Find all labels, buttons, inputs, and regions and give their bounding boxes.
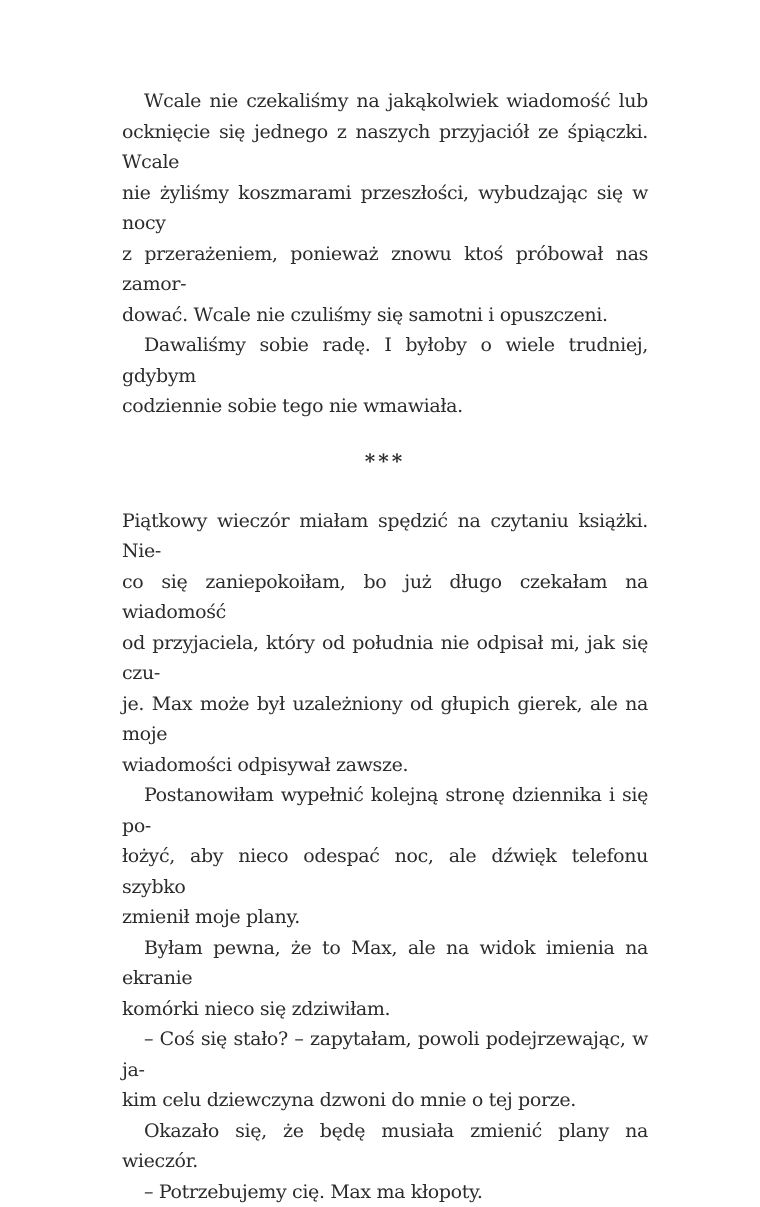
text-line: dować. Wcale nie czuliśmy się samotni i opuszczeni. bbox=[122, 300, 648, 331]
section-separator: *** bbox=[122, 446, 648, 476]
text-line: od przyjaciela, który od południa nie odpisał mi, jak się czu- bbox=[122, 628, 648, 689]
text-line: łożyć, aby nieco odespać noc, ale dźwięk telefonu szybko bbox=[122, 841, 648, 902]
paragraph-2 bbox=[122, 330, 648, 422]
text-line: komórki nieco się zdziwiłam. bbox=[122, 994, 648, 1025]
paragraph-3 bbox=[122, 506, 648, 781]
book-page bbox=[122, 86, 648, 1207]
text-line: – Potrzebujemy cię. Max ma kłopoty. bbox=[122, 1177, 648, 1207]
text-line: Dawaliśmy sobie radę. I byłoby o wiele trudniej, gdybym bbox=[122, 330, 648, 391]
text-line: co się zaniepokoiłam, bo już długo czekałam na wiadomość bbox=[122, 567, 648, 628]
text-line: Wcale nie czekaliśmy na jakąkolwiek wiadomość lub bbox=[122, 86, 648, 117]
text-line: Piątkowy wieczór miałam spędzić na czytaniu książki. Nie- bbox=[122, 506, 648, 567]
text-line: ocknięcie się jednego z naszych przyjaciół ze śpiączki. Wcale bbox=[122, 117, 648, 178]
paragraph-4 bbox=[122, 780, 648, 933]
text-line: kim celu dziewczyna dzwoni do mnie o tej porze. bbox=[122, 1085, 648, 1116]
text-line: nie żyliśmy koszmarami przeszłości, wybudzając się w nocy bbox=[122, 178, 648, 239]
text-line: wiadomości odpisywał zawsze. bbox=[122, 750, 648, 781]
text-line: je. Max może był uzależniony od głupich gierek, ale na moje bbox=[122, 689, 648, 750]
text-line: Byłam pewna, że to Max, ale na widok imienia na ekranie bbox=[122, 933, 648, 994]
text-line: Okazało się, że będę musiała zmienić plany na wieczór. bbox=[122, 1116, 648, 1177]
paragraph-1 bbox=[122, 86, 648, 330]
text-line: zmienił moje plany. bbox=[122, 902, 648, 933]
paragraph-6 bbox=[122, 1024, 648, 1116]
paragraph-5 bbox=[122, 933, 648, 1025]
text-line: – Coś się stało? – zapytałam, powoli podejrzewając, w ja- bbox=[122, 1024, 648, 1085]
section-1 bbox=[122, 86, 648, 422]
paragraph-7 bbox=[122, 1116, 648, 1177]
text-line: z przerażeniem, ponieważ znowu ktoś próbował nas zamor- bbox=[122, 239, 648, 300]
paragraph-8 bbox=[122, 1177, 648, 1207]
text-line: Postanowiłam wypełnić kolejną stronę dziennika i się po- bbox=[122, 780, 648, 841]
text-line: codziennie sobie tego nie wmawiała. bbox=[122, 391, 648, 422]
section-2 bbox=[122, 506, 648, 1207]
